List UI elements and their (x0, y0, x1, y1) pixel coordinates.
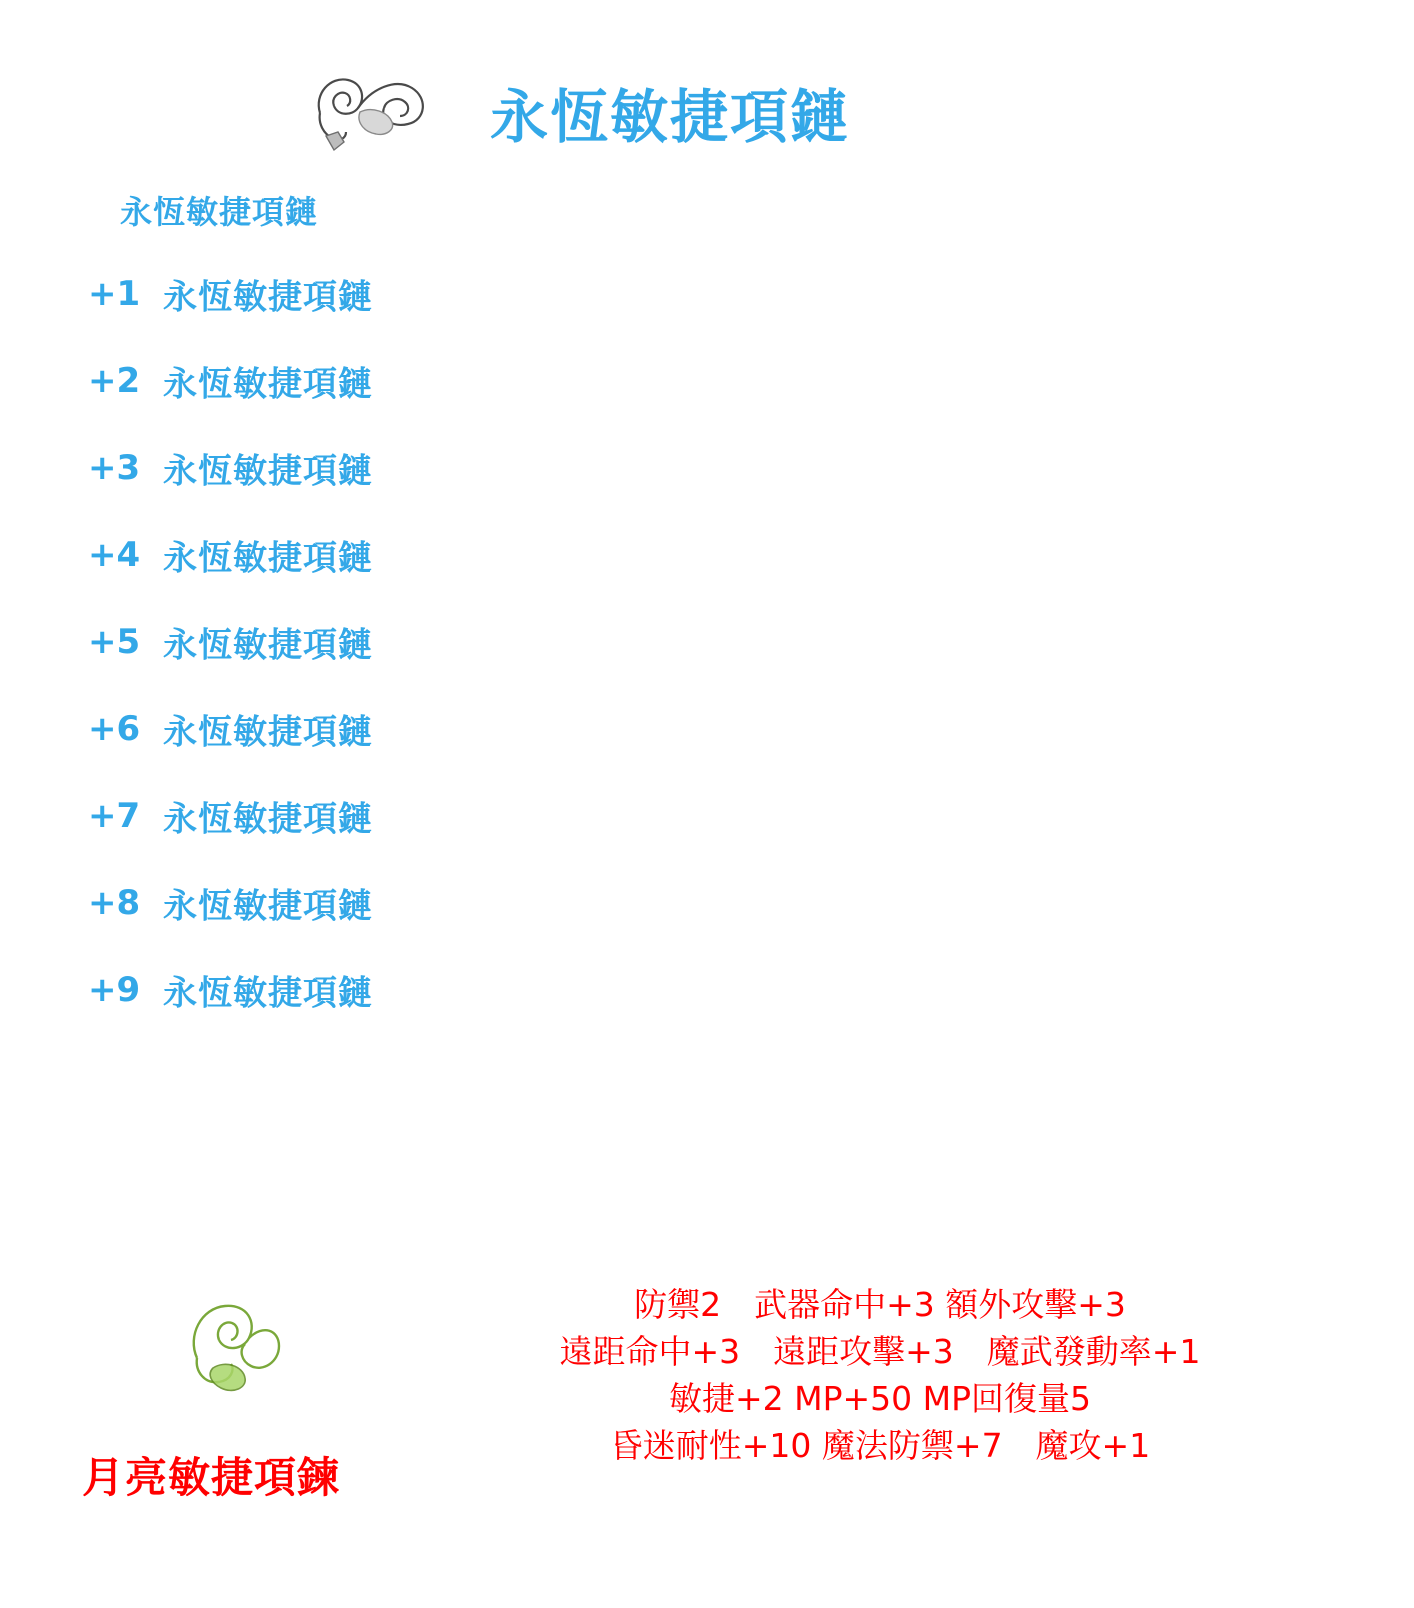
enhance-level: +1 (88, 273, 141, 314)
item-label: 永恆敏捷項鏈 (163, 712, 373, 752)
list-item[interactable] (0, 337, 700, 424)
item-stats (470, 1282, 1290, 1469)
list-item[interactable] (0, 250, 700, 337)
list-item[interactable] (0, 598, 700, 685)
list-item[interactable] (0, 424, 700, 511)
item-label: 永恆敏捷項鏈 (163, 277, 373, 317)
stat-line: 防禦2 武器命中+3 額外攻擊+3 (634, 1285, 1126, 1324)
item-label: 永恆敏捷項鏈 (120, 193, 319, 231)
item-label: 永恆敏捷項鏈 (163, 799, 373, 839)
item-label: 永恆敏捷項鏈 (163, 886, 373, 926)
related-item-name: 月亮敏捷項鍊 (82, 1453, 341, 1502)
stat-line: 敏捷+2 MP+50 MP回復量5 (668, 1378, 1091, 1418)
enhance-level: +4 (88, 534, 141, 575)
item-label: 永恆敏捷項鏈 (163, 973, 373, 1013)
enhance-level: +8 (88, 882, 141, 923)
enhance-level: +5 (88, 621, 141, 662)
page-title: 永恆敏捷項鏈 (490, 83, 851, 151)
stat-line: 遠距命中+3 遠距攻擊+3 魔武發動率+1 (559, 1331, 1201, 1371)
item-label: 永恆敏捷項鏈 (163, 451, 373, 491)
enhance-level: +3 (88, 447, 141, 488)
item-label: 永恆敏捷項鏈 (163, 364, 373, 404)
list-item[interactable] (0, 946, 700, 1033)
moon-necklace-icon (175, 1280, 305, 1410)
stat-line: 昏迷耐性+10 魔法防禦+7 魔攻+1 (609, 1425, 1151, 1465)
list-item[interactable] (0, 859, 700, 946)
page-header (0, 30, 1414, 150)
list-item[interactable] (0, 685, 700, 772)
list-item[interactable] (0, 170, 700, 250)
list-item[interactable] (0, 511, 700, 598)
enhance-level: +7 (88, 795, 141, 836)
item-label: 永恆敏捷項鏈 (163, 625, 373, 665)
list-item[interactable] (0, 772, 700, 859)
enhance-level: +6 (88, 708, 141, 749)
necklace-icon (300, 58, 450, 158)
enhancement-list (0, 170, 700, 1033)
related-item-section (0, 1250, 1414, 1590)
enhance-level: +2 (88, 360, 141, 401)
item-label: 永恆敏捷項鏈 (163, 538, 373, 578)
enhance-level: +9 (88, 969, 141, 1010)
